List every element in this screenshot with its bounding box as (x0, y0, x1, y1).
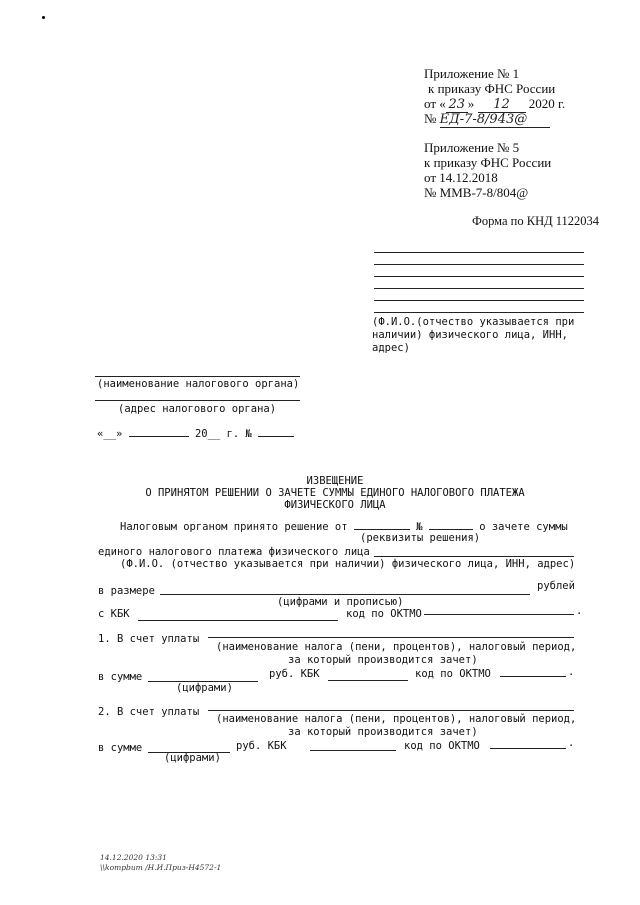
recipient-line-1[interactable] (374, 252, 584, 253)
item1-sum-label: в сумме (98, 671, 143, 683)
amount-caption: (цифрами и прописью) (277, 596, 404, 608)
annex1-month: 12 (478, 97, 526, 113)
annex5-number: № ММВ-7-8/804@ (424, 185, 529, 200)
amount-suffix: рублей (537, 580, 575, 592)
decision-line: Налоговым органом принято решение от № о зачете суммы (120, 521, 568, 533)
item1-caption-2: за который производится зачет) (288, 654, 478, 666)
person-caption: (Ф.И.О. (отчество указывается при наличии) физического лица, ИНН, адрес) (120, 558, 576, 570)
annex1-title: Приложение № 1 (424, 66, 520, 81)
recipient-line-2[interactable] (374, 264, 584, 265)
annex1-date: от « 23 » 12 2020 г. (424, 96, 566, 112)
kbk-label: с КБК (98, 608, 130, 620)
annex1-day: 23 (446, 97, 468, 113)
item2-dot: . (568, 737, 575, 749)
form-code: Форма по КНД 1122034 (472, 214, 600, 228)
item2-oktmo-label: код по ОКТМО (404, 740, 480, 752)
footer-path: \\kompbum /Н.И.Приз-Н4572-1 (100, 863, 222, 872)
oktmo-label: код по ОКТМО (346, 608, 422, 620)
annex1-order: к приказу ФНС России (428, 81, 556, 96)
recipient-caption-3: адрес) (372, 342, 410, 354)
tax-authority-address-caption: (адрес налогового органа) (118, 403, 277, 415)
heading-3: ФИЗИЧЕСКОГО ЛИЦА (284, 499, 386, 511)
person-field[interactable] (374, 556, 574, 557)
tax-authority-caption: (наименование налогового органа) (97, 378, 300, 390)
decision-date-field[interactable] (354, 529, 410, 530)
annex5-order: к приказу ФНС России (424, 155, 552, 170)
item2-label: 2. В счет уплаты (98, 706, 200, 718)
doc-number-field[interactable] (258, 436, 294, 437)
decision-caption: (реквизиты решения) (360, 532, 481, 544)
doc-date-line: «__» 20__ г. № (97, 428, 294, 440)
item2-caption-2: за который производится зачет) (288, 726, 478, 738)
item1-dot: . (568, 666, 575, 678)
amount-field[interactable] (160, 594, 530, 595)
footer-timestamp: 14.12.2020 13:31 (100, 853, 167, 862)
recipient-caption-1: (Ф.И.О.(отчество указывается при (372, 316, 575, 328)
annex5-date: от 14.12.2018 (424, 170, 498, 185)
scan-speck (42, 16, 45, 19)
item1-label: 1. В счет уплаты (98, 633, 200, 645)
amount-label: в размере (98, 585, 155, 597)
item2-sum-label: в сумме (98, 742, 143, 754)
recipient-line-4[interactable] (374, 288, 584, 289)
item1-tax-field[interactable] (208, 637, 574, 638)
annex1-number: № ЕД-7-8/943@ (424, 111, 550, 128)
decision-number-field[interactable] (429, 529, 473, 530)
item2-caption-1: (наименование налога (пени, процентов), налоговый период, (216, 713, 577, 725)
item2-tax-field[interactable] (208, 710, 574, 711)
doc-date-month-field[interactable] (129, 436, 189, 437)
recipient-line-6[interactable] (374, 312, 584, 313)
item2-rub-kbk: руб. КБК (236, 740, 287, 752)
recipient-caption-2: наличии) физического лица, ИНН, (372, 329, 568, 341)
oktmo-field[interactable] (424, 614, 574, 615)
item1-kbk-field[interactable] (328, 680, 408, 681)
oktmo-dot: . (576, 605, 583, 617)
heading-1: ИЗВЕЩЕНИЕ (306, 475, 364, 487)
annex5-title: Приложение № 5 (424, 140, 520, 155)
recipient-line-3[interactable] (374, 276, 584, 277)
item1-digits-caption: (цифрами) (176, 682, 233, 694)
recipient-line-5[interactable] (374, 300, 584, 301)
tax-authority-address-line[interactable] (95, 400, 300, 401)
item1-rub-kbk: руб. КБК (269, 668, 320, 680)
annex1-number-handwritten: ЕД-7-8/943@ (440, 112, 550, 128)
item1-oktmo-label: код по ОКТМО (415, 668, 491, 680)
payment-label: единого налогового платежа физического лица (98, 546, 370, 558)
item2-kbk-field[interactable] (310, 750, 396, 751)
kbk-field[interactable] (138, 620, 338, 621)
heading-2: О ПРИНЯТОМ РЕШЕНИИ О ЗАЧЕТЕ СУММЫ ЕДИНОГО НАЛОГОВОГО ПЛАТЕЖА (145, 487, 525, 499)
tax-authority-line[interactable] (95, 376, 300, 377)
item2-digits-caption: (цифрами) (164, 752, 221, 764)
item1-caption-1: (наименование налога (пени, процентов), налоговый период, (216, 641, 577, 653)
item1-oktmo-field[interactable] (500, 676, 566, 677)
item2-oktmo-field[interactable] (490, 748, 566, 749)
